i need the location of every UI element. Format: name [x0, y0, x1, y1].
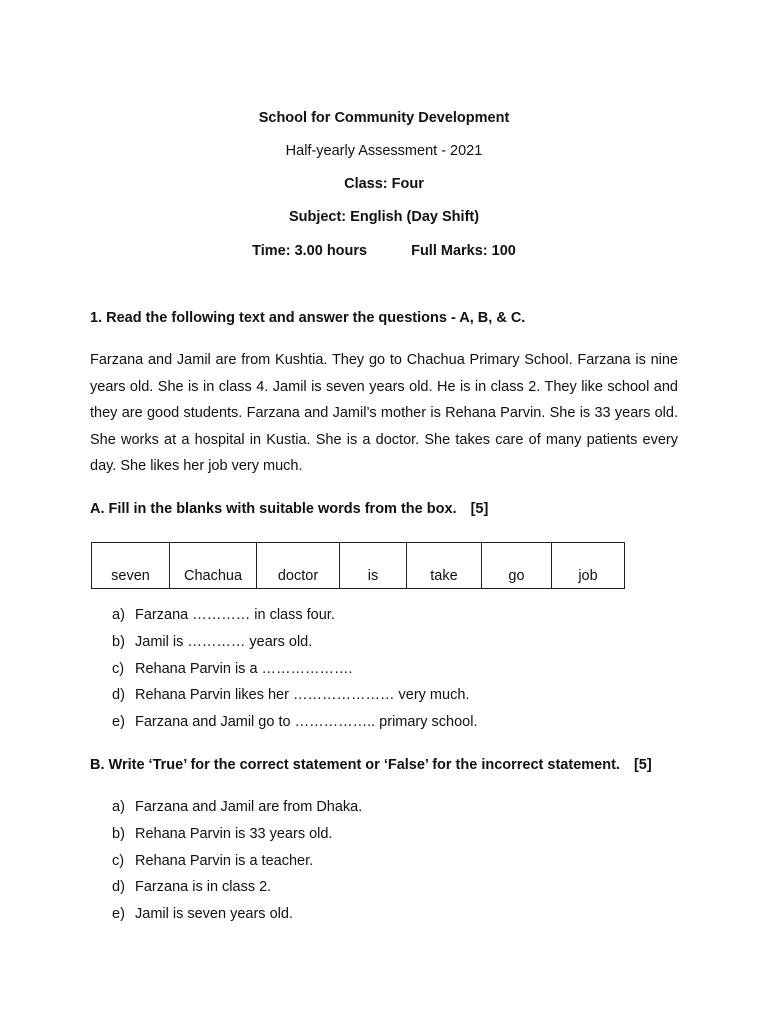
item-label: b) — [112, 825, 125, 842]
section-b-marks: [5] — [633, 757, 652, 773]
word-box-cell: job — [552, 543, 625, 589]
word-box-cell: is — [340, 543, 407, 589]
list-item — [112, 901, 362, 928]
list-item — [112, 709, 477, 736]
section-b-title: B. Write ‘True’ for the correct statement or ‘False’ for the incorrect statement. — [90, 757, 620, 773]
subject-line: Subject: English (Day Shift) — [288, 209, 480, 225]
item-text: Rehana Parvin is a ………………. — [135, 660, 353, 677]
full-marks-text: Full Marks: 100 — [411, 243, 516, 259]
list-item — [112, 874, 362, 901]
list-item — [112, 848, 362, 875]
item-text: Jamil is seven years old. — [135, 906, 293, 923]
item-label: d) — [112, 879, 125, 896]
item-text: Farzana ………… in class four. — [135, 607, 335, 623]
item-label: c) — [112, 660, 125, 677]
word-box — [91, 542, 625, 589]
item-label: d) — [112, 687, 125, 704]
word-box-cell: go — [482, 543, 552, 589]
item-label: a) — [112, 799, 125, 815]
school-name: School for Community Development — [258, 110, 510, 126]
item-text: Rehana Parvin is 33 years old. — [135, 825, 333, 842]
question-1-heading: 1. Read the following text and answer the questions - A, B, & C. — [90, 310, 526, 326]
section-a-title: A. Fill in the blanks with suitable words from the box. — [90, 501, 457, 517]
list-item — [112, 629, 477, 656]
word-box-cell: doctor — [257, 543, 340, 589]
word-box-cell: seven — [92, 543, 170, 589]
item-text: Farzana and Jamil are from Dhaka. — [135, 799, 363, 815]
item-text: Rehana Parvin likes her ………………… very much. — [135, 687, 470, 704]
list-item — [112, 682, 477, 709]
item-text: Farzana and Jamil go to …………….. primary school. — [135, 714, 478, 731]
list-item — [112, 602, 477, 629]
item-label: b) — [112, 633, 125, 650]
item-label: a) — [112, 607, 125, 623]
section-a-heading — [90, 500, 488, 518]
list-item — [112, 794, 362, 821]
reading-passage: Farzana and Jamil are from Kushtia. They go to Chachua Primary School. Farzana is nine years old. She is in class 4. Jamil is seven years old. He is in class 2. They like school and they are good students. Farzana and Jamil’s mother is Rehana Parvin. She is 33 years old. She works at a hospital in Kustia. She is a doctor. She takes care of many patients every day. She likes her job very much. — [90, 352, 678, 474]
section-a-list — [112, 602, 477, 736]
time-text: Time: 3.00 hours — [252, 243, 368, 259]
item-label: c) — [112, 852, 125, 869]
section-b-heading — [90, 756, 652, 774]
word-box-cell: take — [407, 543, 482, 589]
item-label: e) — [112, 714, 125, 731]
item-text: Rehana Parvin is a teacher. — [135, 852, 314, 869]
word-box-cell: Chachua — [170, 543, 257, 589]
list-item — [112, 821, 362, 848]
item-text: Jamil is ………… years old. — [135, 633, 313, 650]
class-line: Class: Four — [344, 176, 424, 192]
time-marks-line — [0, 242, 768, 260]
section-b-list — [112, 794, 362, 928]
section-a-marks: [5] — [470, 501, 489, 517]
item-text: Farzana is in class 2. — [135, 879, 272, 896]
item-label: e) — [112, 906, 125, 923]
assessment-title: Half-yearly Assessment - 2021 — [285, 143, 483, 159]
list-item — [112, 656, 477, 683]
